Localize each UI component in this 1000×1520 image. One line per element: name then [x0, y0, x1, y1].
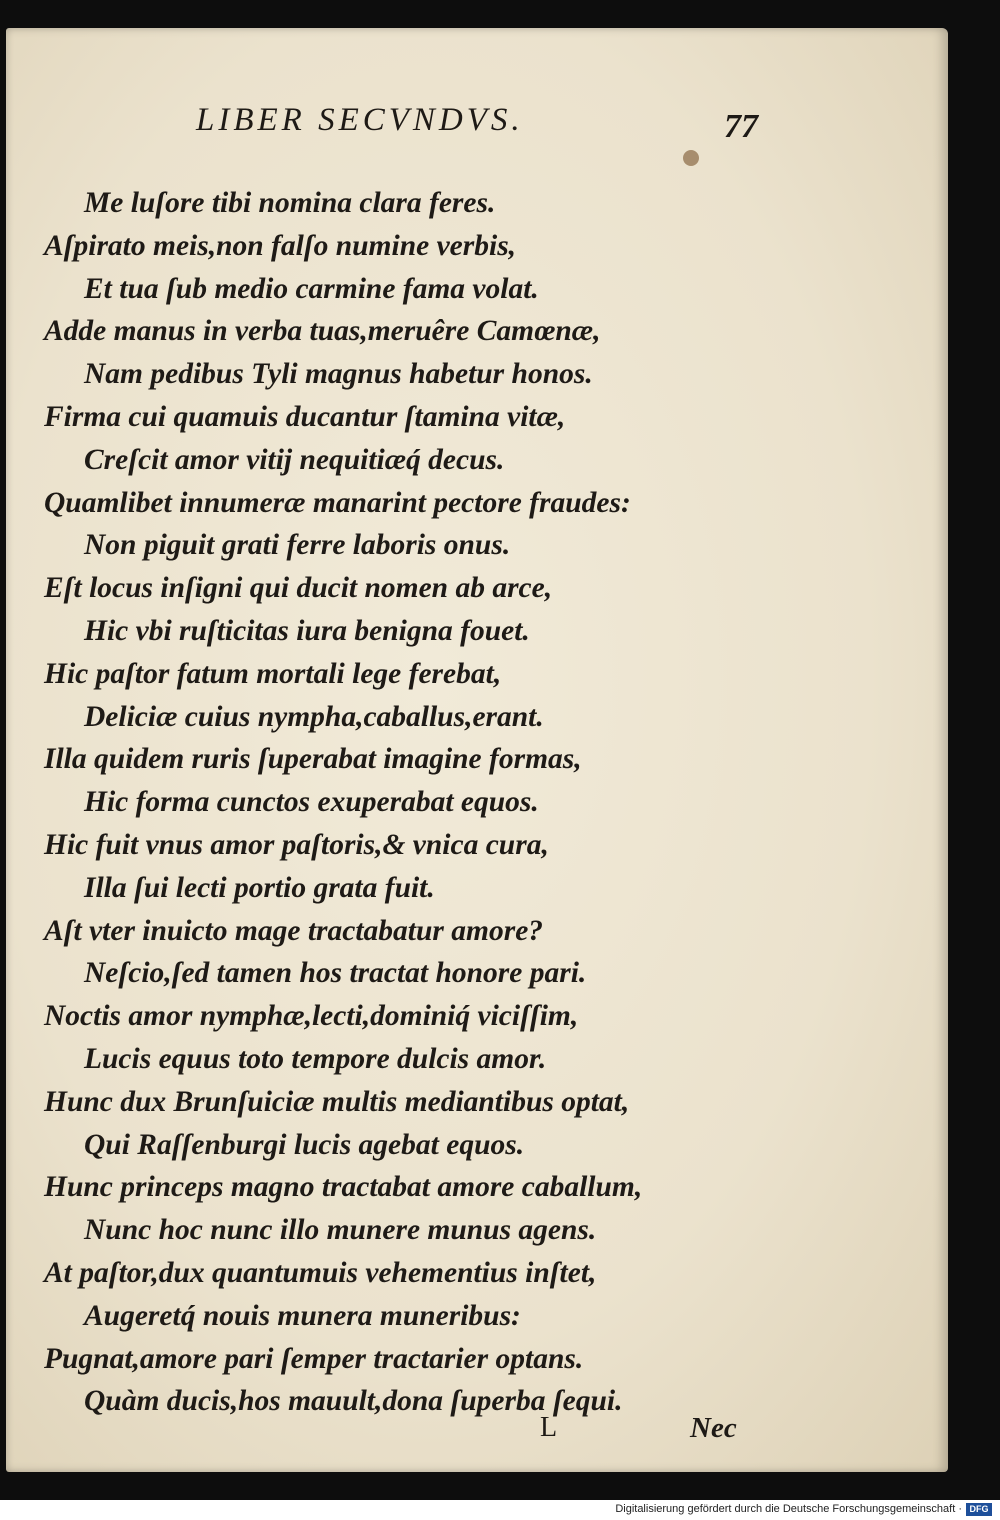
verse-line-hexameter: Aſt vter inuicto mage tractabatur amore? [44, 914, 544, 947]
verse-line-pentameter: Non piguit grati ferre laboris onus. [84, 529, 511, 562]
verse-line-pentameter: Lucis equus toto tempore dulcis amor. [84, 1042, 547, 1075]
verse-line-hexameter: Adde manus in verba tuas,meruêre Camœnæ, [44, 315, 601, 348]
verse-line-pentameter: Deliciæ cuius nympha,caballus,erant. [84, 700, 544, 733]
verse-line-hexameter: Pugnat,amore pari ſemper tractarier optans. [44, 1342, 584, 1375]
verse-line-hexameter: Hunc princeps magno tractabat amore caballum, [44, 1171, 643, 1204]
verse-line-pentameter: Creſcit amor vitij nequitiæq́ decus. [84, 443, 505, 476]
verse-line-hexameter: Illa quidem ruris ſuperabat imagine formas, [44, 743, 582, 776]
verse-line-hexameter: Hunc dux Brunſuiciæ multis mediantibus optat, [44, 1085, 630, 1118]
ink-stain [683, 150, 699, 166]
verse-line-pentameter: Qui Raſſenburgi lucis agebat equos. [84, 1128, 525, 1161]
verse-line-pentameter: Quàm ducis,hos mauult,dona ſuperba ſequi. [84, 1385, 623, 1418]
verse-line-pentameter: Hic vbi ruſticitas iura benigna fouet. [84, 614, 530, 647]
verse-line-hexameter: At paſtor,dux quantumuis vehementius inſtet, [44, 1256, 597, 1289]
verse-line-pentameter: Neſcio,ſed tamen hos tractat honore pari. [84, 957, 587, 990]
verse-line-hexameter: Firma cui quamuis ducantur ſtamina vitæ, [44, 400, 566, 433]
verse-line-hexameter: Quamlibet innumeræ manarint pectore fraudes: [44, 486, 631, 519]
dfg-logo-icon: DFG [966, 1503, 992, 1516]
verse-line-hexameter: Eſt locus inſigni qui ducit nomen ab arce, [44, 572, 553, 605]
page-number: 77 [724, 108, 758, 145]
verse-line-pentameter: Et tua ſub medio carmine fama volat. [84, 272, 539, 305]
verse-line-hexameter: Hic fuit vnus amor paſtoris,& vnica cura, [44, 828, 549, 861]
verse-line-pentameter: Nunc hoc nunc illo munere munus agens. [84, 1214, 597, 1247]
verse-line-pentameter: Hic forma cunctos exuperabat equos. [84, 786, 539, 819]
verse-line-pentameter: Nam pedibus Tyli magnus habetur honos. [84, 358, 593, 391]
footer-bar [0, 1500, 1000, 1520]
catchword: Nec [690, 1412, 737, 1444]
running-head: LIBER SECVNDVS. [196, 102, 524, 138]
verse-line-hexameter: Hic paſtor fatum mortali lege ferebat, [44, 657, 502, 690]
verse-line-pentameter: Illa ſui lecti portio grata fuit. [84, 871, 435, 904]
verse-line-hexameter: Aſpirato meis,non falſo numine verbis, [44, 229, 517, 262]
verse-line-hexameter: Noctis amor nymphæ,lecti,dominiq́ viciſſim, [44, 1000, 579, 1033]
book-page [6, 28, 948, 1472]
verse-line-pentameter: Me luſore tibi nomina clara feres. [84, 187, 496, 219]
funding-notice: Digitalisierung gefördert durch die Deutsche Forschungsgemeinschaft · [615, 1503, 962, 1515]
signature-mark: L [540, 1412, 558, 1443]
verse-text [6, 182, 948, 1423]
verse-line-pentameter: Augeretq́ nouis munera muneribus: [84, 1299, 521, 1332]
